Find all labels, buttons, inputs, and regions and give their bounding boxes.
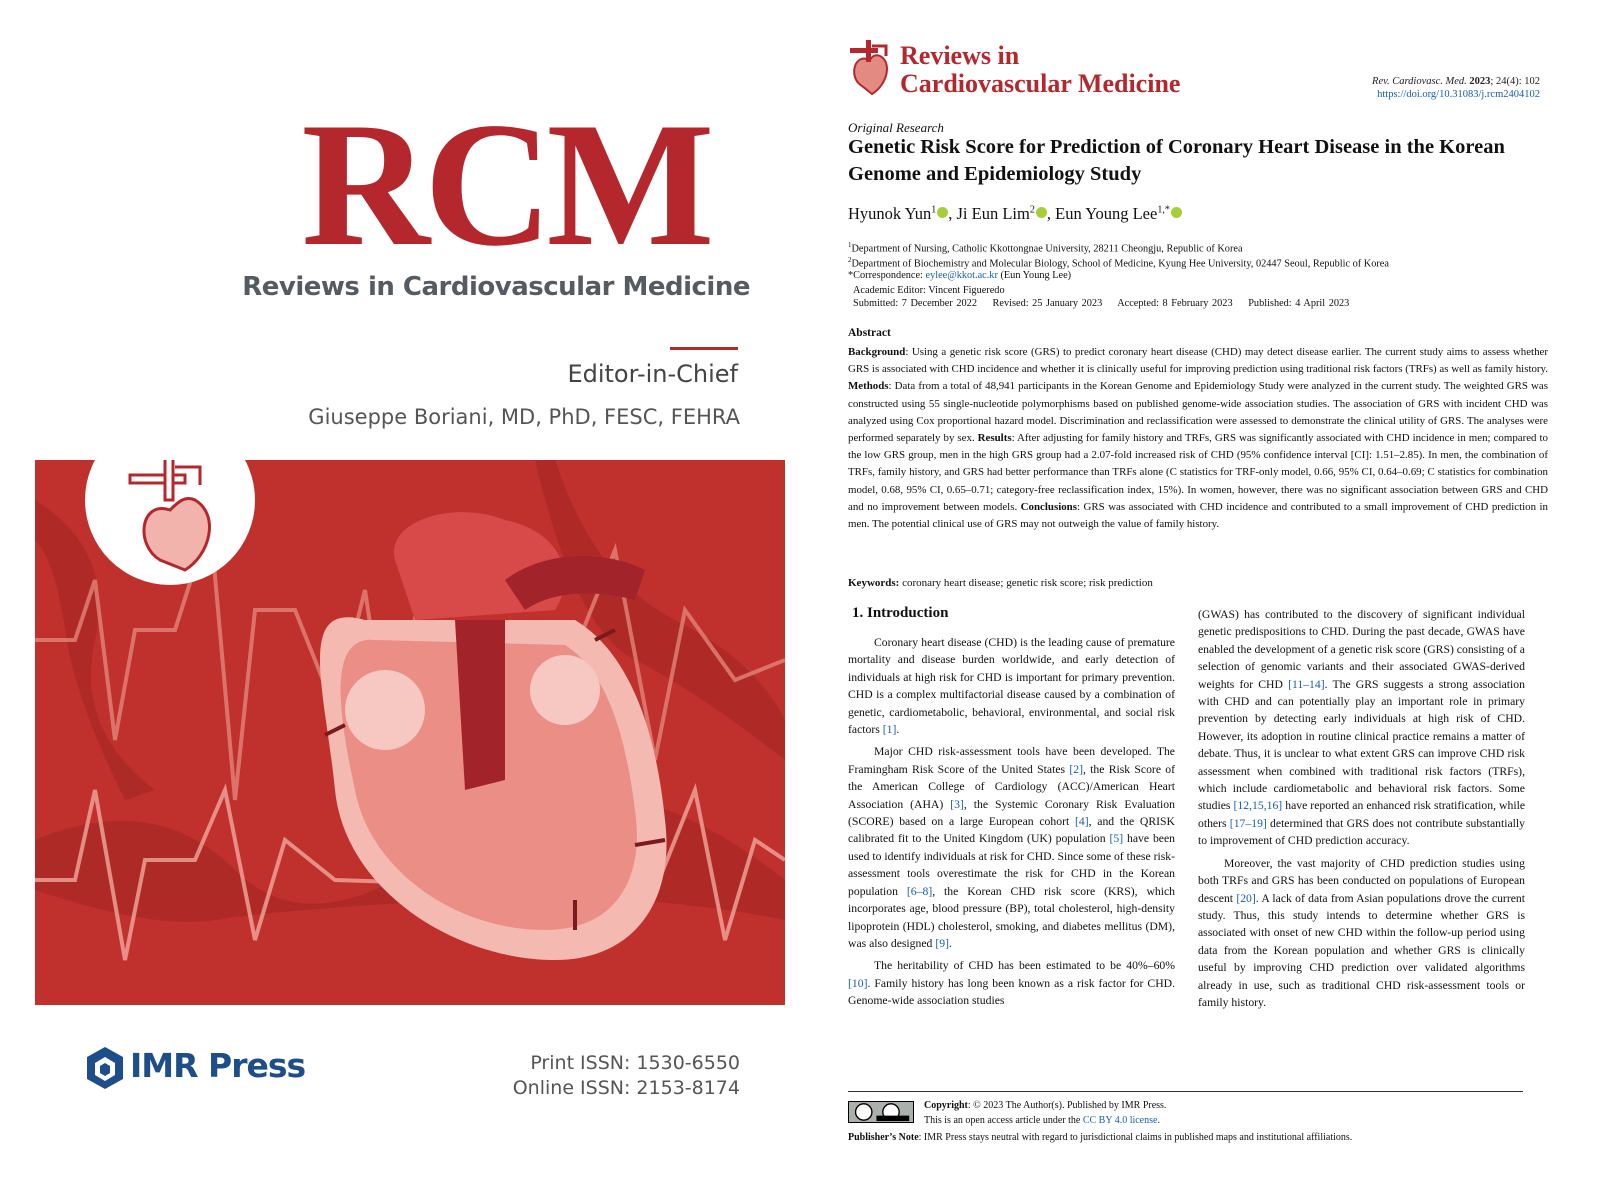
- paper-title: Genetic Risk Score for Prediction of Coronary Heart Disease in the Korean Genome and Epidemiology Study: [848, 136, 1505, 185]
- editor-name: Giuseppe Boriani, MD, PhD, FESC, FEHRA: [308, 405, 740, 429]
- intro-paragraph: Major CHD risk-assessment tools have been developed. The Framingham Risk Score of the United States [2], the Risk Score of the American College of Cardiology (ACC)/American Heart Association (AHA) [3], the Systemic Coronary Risk Evaluation (SCORE) based on a large European cohort [4], and the QRISK calibrated fit to the United Kingdom (UK) population [5] have been used to identify individuals at risk for CHD. Since some of these risk-assessment tools overestimate the risk for CHD in the Korean population [6–8], the Korean CHD risk score (KRS), which incorporates age, blood pressure (BP), total cholesterol, high-density lipoprotein (HDL) cholesterol, smoking, and diabetes mellitus (DM), was also designed [9].: [848, 745, 1176, 950]
- keywords-text: coronary heart disease; genetic risk score; risk prediction: [899, 577, 1153, 589]
- date-published: Published: 4 April 2023: [1248, 298, 1350, 309]
- reference-link[interactable]: [1]: [882, 723, 897, 737]
- author-sup: 1: [931, 204, 937, 216]
- abstract-background: : Using a genetic risk score (GRS) to predict coronary heart disease (CHD) may detect disease earlier. The current study aims to assess whether GRS is associated with CHD incidence and whether it is clinically useful for improving prediction using traditional risk factors (TRFs) as well as family history.: [848, 346, 1548, 376]
- correspondence-label: *Correspondence:: [848, 270, 926, 281]
- cover-journal-name: Reviews in Cardiovascular Medicine: [242, 272, 750, 302]
- copyright-label: Copyright: [924, 1100, 968, 1111]
- reference-link[interactable]: [12,15,16]: [1233, 799, 1283, 813]
- abstract-heading: Abstract: [848, 327, 891, 339]
- intro-paragraph: Moreover, the vast majority of CHD prediction studies using both TRFs and GRS has been conducted on populations of European descent [20]. A lack of data from Asian populations drove the current study. Thus, this study intends to determine whether GRS is associated with onset of new CHD within the follow-up period using data from the Korean population and whether GRS is clinically useful by improving CHD prediction over validated algorithms already in use, such as traditional CHD risk-assessment tools or family history.: [1198, 856, 1525, 1009]
- citation-block: [1300, 75, 1540, 101]
- abstract-body: [848, 344, 1548, 533]
- copyright-text: : © 2023 The Author(s). Published by IMR Press.: [967, 1100, 1167, 1111]
- affiliation-sup: 2: [848, 256, 852, 264]
- reference-link[interactable]: [2]: [1069, 762, 1083, 776]
- article-type: Original Research: [848, 120, 944, 135]
- publisher-note-text: : IMR Press stays neutral with regard to jurisdictional claims in published maps and institutional affiliations.: [918, 1132, 1353, 1143]
- author-sup: 2: [1029, 204, 1035, 216]
- abstract-results: : After adjusting for family history and TRFs, GRS was significantly associated with CHD incidence in men; compared to the low GRS group, men in the high GRS group had a 2.07-fold increased risk of CHD (95% confidence interval [CI]: 1.51–2.85). In men, the combination of TRFs, family history, and GRS had better performance than TRFs alone (C statistics for TRF-only model, 0.66, 95% CI, 0.64–0.69; C statistics for combination model, 0.68, 95% CI, 0.65–0.71; category-free reclassification index, 15%). In women, however, there was no significant association between GRS and CHD and no improvement between models.: [848, 432, 1548, 513]
- citation-journal: Rev. Cardiovasc. Med.: [1372, 76, 1467, 87]
- reference-link[interactable]: [10]: [848, 976, 868, 990]
- reference-link[interactable]: [20]: [1236, 891, 1256, 905]
- reference-link[interactable]: [3]: [950, 797, 964, 811]
- reference-link[interactable]: [11–14]: [1288, 677, 1325, 691]
- date-accepted: Accepted: 8 February 2023: [1117, 298, 1233, 309]
- citation-volume: ; 24(4): 102: [1490, 76, 1540, 87]
- affiliation-text: Department of Biochemistry and Molecular Biology, School of Medicine, Kyung Hee University, 02447 Seoul, Republic of Korea: [851, 258, 1389, 270]
- reference-link[interactable]: [6–8]: [906, 884, 933, 898]
- doi-link[interactable]: https://doi.org/10.31083/j.rcm2404102: [1377, 89, 1540, 100]
- editor-label: Editor-in-Chief: [567, 360, 738, 388]
- reference-link[interactable]: [9]: [935, 936, 949, 950]
- correspondence-email-link[interactable]: eylee@kkot.ac.kr: [925, 270, 998, 281]
- publisher-note: [848, 1132, 1352, 1143]
- journal-heart-logo-icon: [848, 40, 892, 96]
- journal-name-line1: Reviews in: [900, 41, 1020, 70]
- dates-line: [853, 298, 1361, 309]
- abstract-conclusions-label: Conclusions: [1020, 500, 1077, 513]
- intro-paragraph: (GWAS) has contributed to the discovery of significant individual genetic predispositions to CHD. During the past decade, GWAS have enabled the development of a genetic risk score (GRS) consisting of a selection of genomic variants and their associated GWAS-derived weights for CHD [11–14]. The GRS suggests a strong association with CHD and can potentially play an important role in primary prevention by detecting early individuals at high risk of CHD. However, its adoption in routine clinical practice remains a matter of debate. Thus, it is unclear to what extent GRS can improve CHD risk assessment when combined with traditional risk factors (TRFs), which include cardiometabolic and behavioral risk factors. Some studies [12,15,16] have reported an enhanced risk stratification, while others [17–19] determined that GRS does not contribute substantially to improvement of CHD prediction accuracy.: [1198, 608, 1526, 848]
- author-name[interactable]: Hyunok Yun: [848, 204, 932, 223]
- cc-by-license-icon[interactable]: [848, 1101, 914, 1123]
- academic-editor: Academic Editor: Vincent Figueredo: [853, 285, 1005, 296]
- publisher-name: IMR Press: [130, 1046, 306, 1085]
- reference-link[interactable]: [4]: [1074, 815, 1089, 829]
- author-sup: 1,*: [1157, 204, 1170, 216]
- abstract-results-label: Results: [977, 432, 1012, 445]
- cover-divider: [670, 347, 738, 350]
- date-submitted: Submitted: 7 December 2022: [853, 298, 977, 309]
- orcid-icon[interactable]: [1036, 207, 1047, 218]
- section-heading: 1. Introduction: [852, 605, 949, 621]
- author-name[interactable]: Eun Young Lee: [1055, 204, 1158, 223]
- date-revised: Revised: 25 January 2023: [992, 298, 1103, 309]
- correspondence-name: (Eun Young Lee): [997, 270, 1072, 281]
- intro-paragraph: The heritability of CHD has been estimated to be 40%–60% [10]. Family history has long been known as a risk factor for CHD. Genome-wide association studies: [848, 959, 1175, 1008]
- author-list: Hyunok Yun$^1$ , Ji Eun Lim$^2$ , Eun Young Lee$^{1,*}$: [848, 204, 1182, 224]
- print-issn: Print ISSN: 1530-6550: [530, 1052, 740, 1074]
- keywords: [848, 577, 1153, 589]
- cover-heart-illustration: [35, 460, 785, 1005]
- journal-name: [900, 42, 1180, 98]
- intro-left-column: [848, 634, 1175, 1015]
- orcid-icon[interactable]: [1171, 207, 1182, 218]
- publisher-note-label: Publisher’s Note: [848, 1132, 919, 1143]
- abstract-background-label: Background: [848, 346, 906, 358]
- online-issn: Online ISSN: 2153-8174: [512, 1077, 740, 1099]
- imr-press-logo-icon: [85, 1045, 125, 1091]
- journal-name-line2: Cardiovascular Medicine: [900, 69, 1181, 98]
- abstract-conclusions: : GRS was associated with CHD incidence and contributed to a small improvement of CHD prediction in men. The potential clinical use of GRS may not outweigh the value of family history.: [848, 500, 1548, 531]
- affiliation-text: Department of Nursing, Catholic Kkottongnae University, 28211 Cheongju, Republic of Korea: [851, 243, 1243, 255]
- license-link[interactable]: CC BY 4.0 license: [1082, 1115, 1158, 1126]
- keywords-label: Keywords:: [848, 577, 900, 589]
- abstract-methods-label: Methods: [848, 380, 889, 393]
- reference-link[interactable]: [5]: [1109, 832, 1124, 846]
- reference-link[interactable]: [17–19]: [1229, 816, 1267, 830]
- license-text: This is an open access article under the: [924, 1115, 1083, 1126]
- author-name[interactable]: Ji Eun Lim: [956, 204, 1030, 223]
- copyright-block: Copyright: © 2023 The Author(s). Published by IMR Press. This is an open access article under the CC BY 4.0 license.: [924, 1100, 1167, 1126]
- abstract-methods: : Data from a total of 48,941 participants in the Korean Genome and Epidemiology Study were analyzed in the current study. The weighted GRS was constructed using 55 single-nucleotide polymorphisms based on published genome-wide association studies. The association of GRS with incident CHD was analyzed using Cox proportional hazard model. Discrimination and reclassification were assessed to demonstrate the clinical utility of GRS. The analyses were performed separately by sex.: [848, 380, 1548, 445]
- orcid-icon[interactable]: [937, 207, 948, 218]
- footer-divider: [848, 1091, 1523, 1092]
- citation-year: 2023: [1469, 76, 1491, 87]
- correspondence: [848, 268, 1548, 283]
- paper-first-page: [800, 0, 1600, 1200]
- intro-paragraph: Coronary heart disease (CHD) is the leading cause of premature mortality and disease burden worldwide, and early detection of individuals at high risk for CHD is important for primary prevention. CHD is a complex multifactorial disease caused by a combination of genetic, cardiometabolic, behavioral, environmental, and social risk factors [1].: [848, 636, 1175, 737]
- cover-acronym: RCM: [301, 85, 709, 283]
- intro-right-column: [1198, 606, 1525, 1016]
- affiliation-sup: 1: [848, 241, 852, 249]
